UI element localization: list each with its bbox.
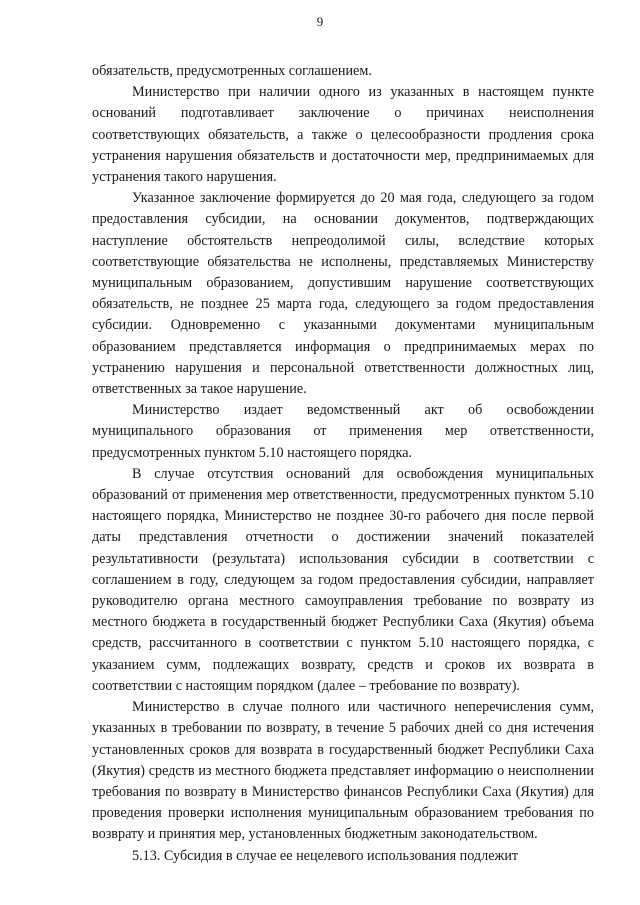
- paragraph-clause-5-13: 5.13. Субсидия в случае ее нецелевого использования подлежит: [132, 847, 519, 864]
- paragraph-nonpayment-notice: Министерство в случае полного или частичного неперечисления сумм, указанных в требовании по возврату, в течение 5 рабочих дней со дня истечения установленных сроков для возврата в государственный бюджет Республики Саха (Якутия) средств из местного бюджета представляет информацию о неисполнении требования по возврату в Министерство финансов Республики Саха (Якутия) для проведения проверки исполнения муниципальным образованием требования по возврату и принятия мер, установленных бюджетным законодательством.: [92, 699, 594, 843]
- document-body: [92, 61, 594, 867]
- page-number: 9: [316, 14, 324, 29]
- paragraph-conclusion-preparation: Министерство при наличии одного из указанных в настоящем пункте оснований подготавливает заключение о причинах неисполнения соответствующих обязательств, а также о целесообразности продления срока устранения нарушения обязательств и достаточности мер, предпринимаемых для устранения такого нарушения.: [92, 84, 594, 186]
- paragraph-refund-requirement: В случае отсутствия оснований для освобождения муниципальных образований от применения мер ответственности, предусмотренных пунктом 5.10 настоящего порядка, Министерство не позднее 30-го рабочего дня после первой даты представления отчетности о достижении значений показателей результативности (результата) использования субсидии в соответствии с соглашением в году, следующем за годом предоставления субсидии, направляет руководителю органа местного самоуправления требование по возврату из местного бюджета в государственный бюджет Республики Саха (Якутия) объема средств, рассчитанного в соответствии с пунктом 5.10 настоящего порядка, с указанием сумм, подлежащих возврату, средств и сроков их возврата в соответствии с настоящим порядком (далее – требование по возврату).: [92, 465, 594, 694]
- paragraph-continuation: обязательств, предусмотренных соглашением.: [92, 63, 372, 79]
- paragraph-exemption-act: Министерство издает ведомственный акт об освобождении муниципального образования от применения мер ответственности, предусмотренных пунктом 5.10 настоящего порядка.: [92, 402, 594, 461]
- paragraph-conclusion-formation: Указанное заключение формируется до 20 мая года, следующего за годом предоставления субсидии, на основании документов, подтверждающих наступление обстоятельств непреодолимой силы, вследствие которых соответствующие обязательства не исполнены, представляемых Министерству муниципальным образованием, допустившим нарушение соответствующих обязательств, не позднее 25 марта года, следующего за годом предоставления субсидии. Одновременно с указанными документами муниципальным образованием представляется информация о предпринимаемых мерах по устранению нарушения и персональной ответственности должностных лиц, ответственных за такое нарушение.: [92, 190, 594, 398]
